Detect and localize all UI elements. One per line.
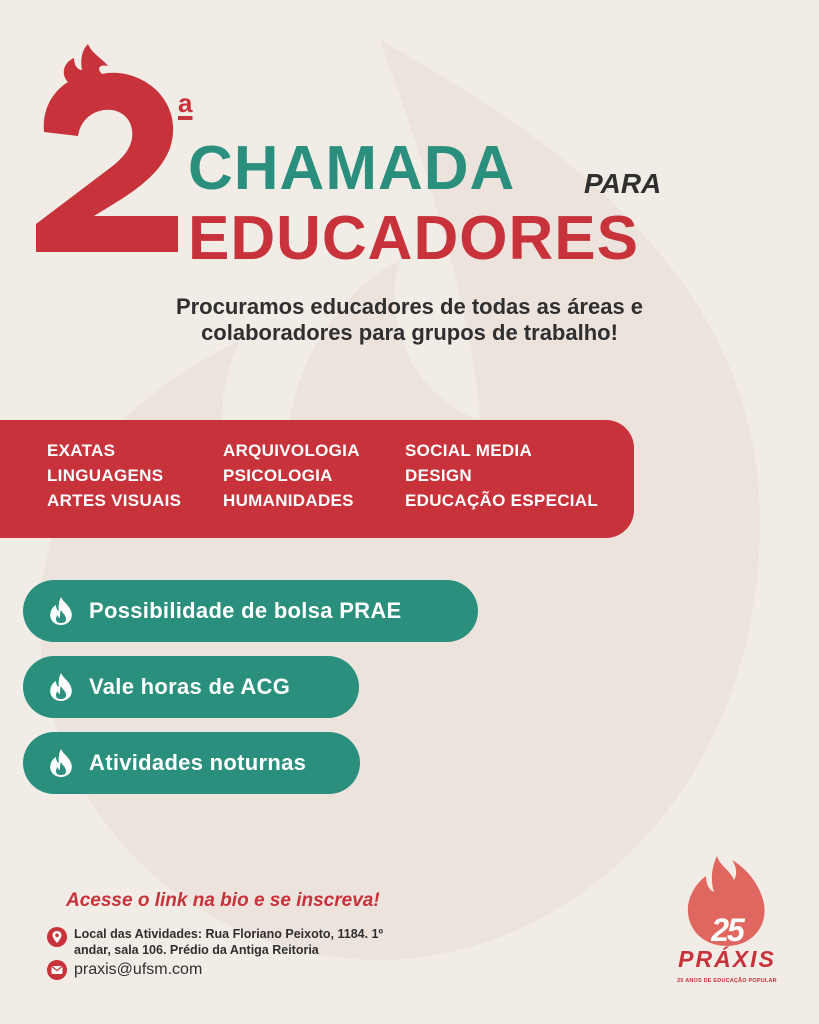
title-para: PARA — [584, 168, 662, 199]
big-number-two — [30, 40, 193, 260]
area-item: EXATAS — [47, 441, 116, 460]
envelope-icon — [47, 960, 67, 980]
subtitle-line-1: Procuramos educadores de todas as áreas e — [175, 294, 644, 319]
area-item: EDUCAÇÃO ESPECIAL — [405, 491, 599, 510]
call-to-action: Acesse o link na bio e se inscreva! — [66, 890, 380, 911]
benefit-pill-acg — [23, 656, 359, 718]
logo-brand: PRÁXIS — [678, 946, 776, 972]
title-chamada: CHAMADA — [188, 134, 516, 203]
address — [74, 926, 434, 959]
areas-panel — [0, 420, 634, 538]
area-item: SOCIAL MEDIA — [405, 441, 533, 460]
logo-tagline: 25 ANOS DE EDUCAÇÃO POPULAR — [677, 978, 777, 984]
area-item: ARQUIVOLOGIA — [223, 441, 360, 460]
email-link[interactable]: praxis@ufsm.com — [74, 961, 203, 978]
title-educadores: EDUCADORES — [188, 204, 639, 273]
praxis-logo — [672, 854, 782, 994]
benefit-label: Atividades noturnas — [89, 750, 307, 775]
area-item: HUMANIDADES — [223, 491, 354, 510]
benefit-label: Possibilidade de bolsa PRAE — [89, 598, 402, 623]
location-pin-icon — [47, 927, 67, 947]
benefit-pill-noturnas — [23, 732, 360, 794]
area-item: PSICOLOGIA — [223, 466, 333, 485]
flame-icon — [47, 596, 75, 626]
flame-icon — [47, 748, 75, 778]
ordinal-indicator: a — [178, 88, 193, 118]
address-line-1: Local das Atividades: Rua Floriano Peixoto, 1184. 1º — [74, 927, 384, 941]
benefit-label: Vale horas de ACG — [89, 674, 291, 699]
area-item: LINGUAGENS — [47, 466, 164, 485]
logo-number: 25 — [711, 912, 743, 948]
subtitle-line-2: colaboradores para grupos de trabalho! — [201, 319, 618, 345]
subtitle — [0, 294, 819, 346]
address-line-2: andar, sala 106. Prédio da Antiga Reitoria — [74, 943, 319, 958]
area-item: DESIGN — [405, 466, 472, 485]
flame-icon — [47, 672, 75, 702]
benefit-pill-bolsa — [23, 580, 478, 642]
area-item: ARTES VISUAIS — [47, 491, 182, 510]
